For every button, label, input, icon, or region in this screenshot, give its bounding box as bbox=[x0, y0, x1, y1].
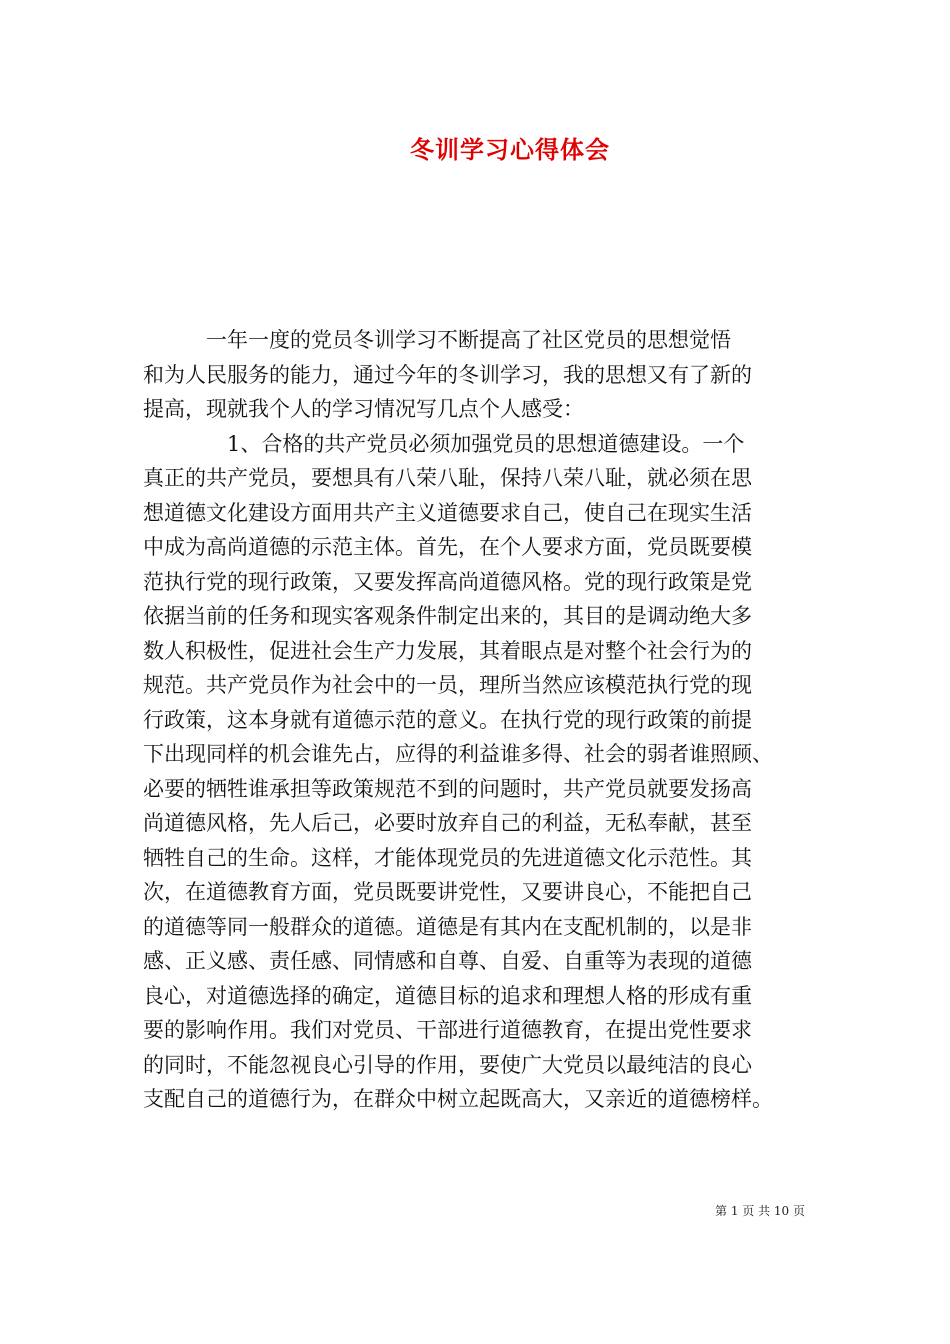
page-title: 冬训学习心得体会 bbox=[410, 135, 610, 164]
text-line: 真正的共产党员，要想具有八荣八耻，保持八荣八耻，就必须在思 bbox=[143, 466, 752, 490]
text-line: 的同时，不能忽视良心引导的作用，要使广大党员以最纯洁的良心 bbox=[143, 1052, 752, 1077]
text-line: 牺牲自己的生命。这样，才能体现党员的先进道德文化示范性。其 bbox=[143, 845, 752, 870]
text-line: 1、合格的共产党员必须加强党员的思想道德建设。一个 bbox=[143, 431, 745, 456]
page-number-footer: 第 1 页 共 10 页 bbox=[715, 1204, 805, 1218]
text-line: 数人积极性，促进社会生产力发展，其着眼点是对整个社会行为的 bbox=[143, 638, 752, 663]
text-line: 次，在道德教育方面，党员既要讲党性，又要讲良心，不能把自己 bbox=[143, 880, 752, 904]
text-line: 下出现同样的机会谁先占，应得的利益谁多得、社会的弱者谁照顾、 bbox=[143, 742, 773, 766]
text-line: 的道德等同一般群众的道德。道德是有其内在支配机制的，以是非 bbox=[143, 914, 752, 939]
text-line: 提高，现就我个人的学习情况写几点个人感受： bbox=[143, 397, 584, 421]
text-line: 支配自己的道德行为，在群众中树立起既高大，又亲近的道德榜样。 bbox=[143, 1087, 773, 1111]
text-line: 感、正义感、责任感、同情感和自尊、自爱、自重等为表现的道德 bbox=[143, 949, 752, 973]
text-line: 行政策，这本身就有道德示范的意义。在执行党的现行政策的前提 bbox=[143, 707, 752, 732]
text-line: 中成为高尚道德的示范主体。首先，在个人要求方面，党员既要模 bbox=[143, 535, 752, 559]
text-line: 良心，对道德选择的确定，道德目标的追求和理想人格的形成有重 bbox=[143, 983, 752, 1008]
text-line: 范执行党的现行政策，又要发挥高尚道德风格。党的现行政策是党 bbox=[143, 569, 752, 594]
text-line: 一年一度的党员冬训学习不断提高了社区党员的思想觉悟 bbox=[143, 328, 731, 352]
text-line: 必要的牺牲谁承担等政策规范不到的问题时，共产党员就要发扬高 bbox=[143, 776, 752, 801]
text-line: 规范。共产党员作为社会中的一员，理所当然应该模范执行党的现 bbox=[143, 673, 752, 697]
text-line: 要的影响作用。我们对党员、干部进行道德教育，在提出党性要求 bbox=[143, 1018, 752, 1042]
text-line: 想道德文化建设方面用共产主义道德要求自己，使自己在现实生活 bbox=[143, 500, 752, 525]
text-line: 和为人民服务的能力，通过今年的冬训学习，我的思想又有了新的 bbox=[143, 362, 752, 387]
text-line: 尚道德风格，先人后己，必要时放弃自己的利益，无私奉献，甚至 bbox=[143, 811, 752, 835]
body-text bbox=[143, 323, 813, 1117]
text-line: 依据当前的任务和现实客观条件制定出来的，其目的是调动绝大多 bbox=[143, 604, 752, 628]
